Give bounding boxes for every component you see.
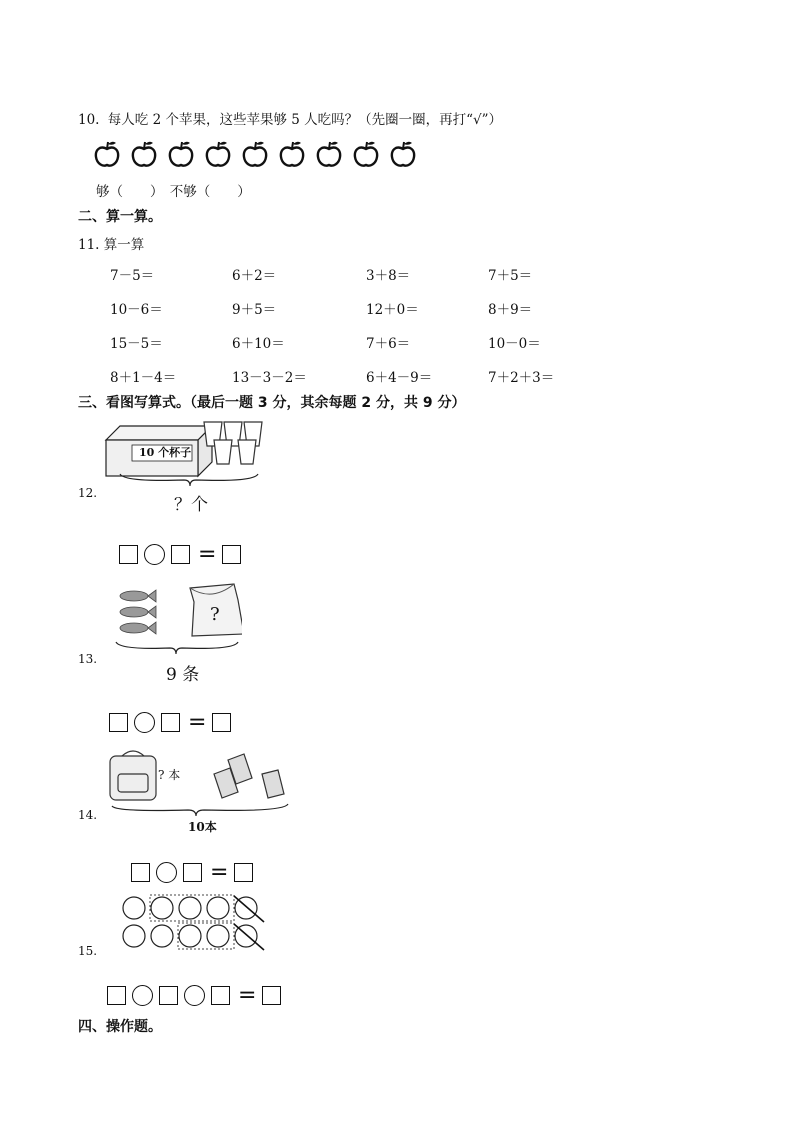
answer-box[interactable]: [183, 863, 202, 882]
q10-line: [78, 108, 502, 128]
answer-box[interactable]: [171, 545, 190, 564]
equals-sign: =: [198, 542, 217, 567]
books-icon: [214, 754, 284, 798]
calc-problem[interactable]: 7－5＝: [110, 268, 155, 284]
answer-box[interactable]: [211, 986, 230, 1005]
answer-box[interactable]: [161, 713, 180, 732]
circles-icon: [123, 897, 257, 947]
equals-sign: =: [210, 860, 229, 885]
q15-number: 15.: [78, 944, 98, 958]
cups-icon: [204, 422, 262, 464]
answer-box[interactable]: [159, 986, 178, 1005]
calc-problem[interactable]: 15－5＝: [110, 336, 163, 352]
apple-icon[interactable]: [390, 140, 416, 168]
section2-heading: 二、算一算。: [78, 209, 162, 225]
calc-problem[interactable]: 6＋2＝: [232, 268, 277, 284]
apple-icon[interactable]: [353, 140, 379, 168]
apple-icon[interactable]: [131, 140, 157, 168]
q12-answer-row: [119, 544, 247, 565]
fish-icon: [120, 590, 156, 634]
q13-bag-mark: ?: [210, 604, 220, 625]
q14-total: 10本: [188, 820, 217, 834]
calc-problem[interactable]: 10－6＝: [110, 302, 163, 318]
calc-problem[interactable]: 3＋8＝: [366, 268, 411, 284]
equals-sign: =: [238, 983, 257, 1008]
operator-circle[interactable]: [132, 985, 153, 1006]
backpack-icon: [110, 751, 156, 800]
q12-box-label: 10 个杯子: [139, 446, 192, 459]
q11-label: 11. 算一算: [78, 237, 145, 253]
q15-answer-row: [107, 985, 287, 1006]
q10-answers: [96, 180, 251, 200]
dashed-group: [178, 923, 234, 949]
q12-number: 12.: [78, 486, 98, 500]
operator-circle[interactable]: [144, 544, 165, 565]
q13-answer-row: [109, 712, 237, 733]
section3-heading: 三、看图写算式。（最后一题 3 分，其余每题 2 分，共 9 分）: [78, 395, 466, 411]
section4-heading: 四、操作题。: [78, 1019, 162, 1035]
apple-icon[interactable]: [316, 140, 342, 168]
calc-problem[interactable]: 10－0＝: [488, 336, 541, 352]
cross-out-icon: [234, 896, 264, 950]
q10-number: 10.: [78, 112, 100, 128]
answer-box[interactable]: [109, 713, 128, 732]
answer-box[interactable]: [107, 986, 126, 1005]
not-enough-option[interactable]: 不够（ ）: [169, 184, 251, 200]
q13-number: 13.: [78, 652, 98, 666]
q14-number: 14.: [78, 808, 98, 822]
apple-icon[interactable]: [94, 140, 120, 168]
apple-icon[interactable]: [242, 140, 268, 168]
answer-box[interactable]: [222, 545, 241, 564]
calc-problem[interactable]: 7＋5＝: [488, 268, 533, 284]
enough-option[interactable]: 够（ ）: [96, 184, 164, 200]
calc-problem[interactable]: 6＋4－9＝: [366, 370, 433, 386]
apple-icon[interactable]: [205, 140, 231, 168]
answer-box[interactable]: [119, 545, 138, 564]
q13-picture: [112, 580, 242, 660]
calc-problem[interactable]: 12＋0＝: [366, 302, 419, 318]
calc-problem[interactable]: 7＋6＝: [366, 336, 411, 352]
operator-circle[interactable]: [134, 712, 155, 733]
answer-box[interactable]: [131, 863, 150, 882]
q12-total: ？个: [174, 495, 208, 515]
calc-problem[interactable]: 7＋2＋3＝: [488, 370, 555, 386]
answer-box[interactable]: [234, 863, 253, 882]
calc-problem[interactable]: 6＋10＝: [232, 336, 285, 352]
calc-problem[interactable]: 9＋5＝: [232, 302, 277, 318]
q14-picture: [104, 748, 296, 818]
calc-problem[interactable]: 8＋9＝: [488, 302, 533, 318]
answer-box[interactable]: [212, 713, 231, 732]
q14-bag-label: ? 本: [158, 768, 181, 782]
operator-circle[interactable]: [184, 985, 205, 1006]
equals-sign: =: [188, 710, 207, 735]
q14-answer-row: [131, 862, 259, 883]
dashed-group: [150, 895, 234, 921]
calc-problem[interactable]: 8＋1－4＝: [110, 370, 177, 386]
apple-icon[interactable]: [168, 140, 194, 168]
answer-box[interactable]: [262, 986, 281, 1005]
q13-total: 9 条: [166, 665, 200, 685]
apple-icon[interactable]: [279, 140, 305, 168]
q15-picture: [120, 894, 276, 952]
calc-problem[interactable]: 13－3－2＝: [232, 370, 307, 386]
q10-text: 每人吃 2 个苹果，这些苹果够 5 人吃吗？（先圈一圈，再打“√”）: [107, 112, 503, 128]
operator-circle[interactable]: [156, 862, 177, 883]
